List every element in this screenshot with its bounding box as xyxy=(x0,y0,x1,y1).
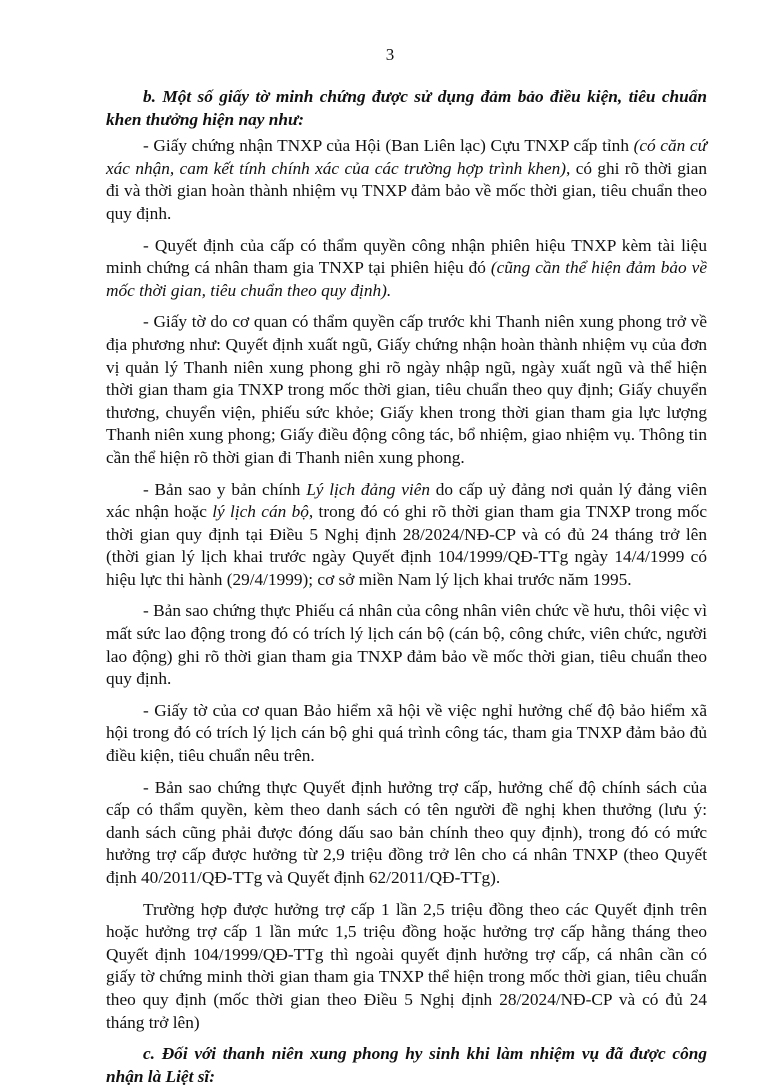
paragraph-social-insurance: - Giấy tờ của cơ quan Bảo hiểm xã hội về việc nghỉ hưởng chế độ bảo hiểm xã hội trong đó có trích lý lịch cán bộ ghi quá trình công tác, tham gia TNXP đảm bảo đủ điều kiện, tiêu chuẩn nêu trên. xyxy=(106,700,707,766)
paragraph-certificate xyxy=(106,135,707,225)
paragraph-text: - Giấy chứng nhận TNXP của Hội (Ban Liên lạc) Cựu TNXP cấp tỉnh xyxy=(143,136,634,156)
paragraph-personal-record: - Bản sao chứng thực Phiếu cá nhân của công nhân viên chức về hưu, thôi việc vì mất sức lao động trong đó có trích lý lịch cán bộ (cán bộ, công chức, viên chức, người lao động) ghi rõ thời gian tham gia TNXP đảm bảo về mốc thời gian, tiêu chuẩn theo quy định. xyxy=(106,601,707,689)
document-body xyxy=(106,86,707,1092)
paragraph-allowance-cases: Trường hợp được hưởng trợ cấp 1 lần 2,5 triệu đồng theo các Quyết định trên hoặc hưởng trợ cấp 1 lần mức 1,5 triệu đồng hoặc hưởng trợ cấp hằng tháng theo Quyết định 104/1999/QĐ-TTg thì ngoài quyết định hưởng trợ cấp, cá nhân cần có giấy tờ chứng minh thời gian tham gia TNXP thể hiện trong mốc thời gian, tiêu chuẩn theo quy định (mốc thời gian theo Điều 5 Nghị định 28/2024/NĐ-CP và có đủ 24 tháng trở lên) xyxy=(106,899,707,1032)
paragraph-text: , có ghi rõ thời gian đi và thời gian hoàn thành nhiệm vụ TNXP đảm bảo về mốc thời gian, tiêu chuẩn theo quy định. xyxy=(106,158,707,223)
italic-term: lý lịch cán bộ xyxy=(212,502,309,522)
paragraph-text: , trong đó có ghi rõ thời gian tham gia TNXP trong mốc thời gian quy định tại Điều 5 Nghị định 28/2024/NĐ-CP và có đủ 24 tháng trở lên (thời gian lý lịch khai trước ngày Quyết định 104/1999/QĐ-TTg ngày 14/4/1999 có hiệu lực thi hành (29/4/1999); cơ sở miền Nam lý lịch khai trước năm 1995. xyxy=(106,502,707,589)
italic-term: Lý lịch đảng viên xyxy=(306,479,431,499)
paragraph-text: - Quyết định của cấp có thẩm quyền công nhận phiên hiệu TNXP kèm tài liệu minh chứng cá nhân tham gia TNXP tại phiên hiệu đó xyxy=(106,235,707,278)
paragraph-text: do cấp uỷ đảng nơi quản lý đảng viên xác nhận hoặc xyxy=(106,479,707,522)
paragraph-decision xyxy=(106,235,707,303)
section-b-heading: b. Một số giấy tờ minh chứng được sử dụng đảm bảo điều kiện, tiêu chuẩn khen thưởng hiện nay như: xyxy=(106,87,707,129)
paragraph-party-resume xyxy=(106,479,707,592)
paragraph-documents: - Giấy tờ do cơ quan có thẩm quyền cấp trước khi Thanh niên xung phong trở về địa phương như: Quyết định xuất ngũ, Giấy chứng nhận hoàn thành nhiệm vụ của đơn vị quản lý Thanh niên xung phong ghi rõ ngày nhập ngũ, ngày xuất ngũ và thể hiện thời gian tham gia TNXP trong mốc thời gian, tiêu chuẩn theo quy định; Giấy chuyển thương, chuyển viện, phiếu sức khỏe; Giấy khen trong thời gian tham gia lực lượng Thanh niên xung phong; Giấy điều động công tác, bổ nhiệm, giao nhiệm vụ. Thông tin cần thể hiện rõ thời gian đi Thanh niên xung phong. xyxy=(106,312,707,467)
section-c-heading: c. Đối với thanh niên xung phong hy sinh khi làm nhiệm vụ đã được công nhận là Liệt sĩ: xyxy=(106,1044,707,1086)
paragraph-allowance-decision: - Bản sao chứng thực Quyết định hưởng trợ cấp, hưởng chế độ chính sách của cấp có thẩm quyền, kèm theo danh sách có tên người đề nghị khen thưởng (lưu ý: danh sách cũng phải được đóng dấu sao bản chính theo quy định), trong đó có mức hưởng trợ cấp được hưởng từ 2,9 triệu đồng trở lên cho cá nhân TNXP (theo Quyết định 40/2011/QĐ-TTg và Quyết định 62/2011/QĐ-TTg). xyxy=(106,777,707,887)
italic-note: (có căn cứ xác nhận, cam kết tính chính xác của các trường hợp trình khen) xyxy=(106,136,707,178)
page-number: 3 xyxy=(385,45,395,64)
paragraph-text: - Bản sao y bản chính xyxy=(143,479,307,499)
italic-note: (cũng cần thể hiện đảm bảo về mốc thời gian, tiêu chuẩn theo quy định). xyxy=(106,258,707,300)
